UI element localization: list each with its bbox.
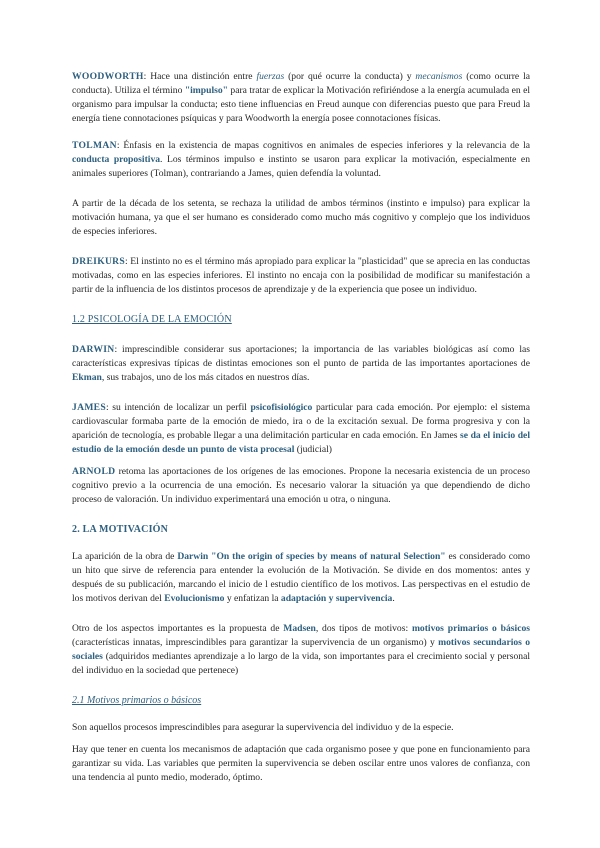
section-heading-2-1: 2.1 Motivos primarios o básicos	[72, 695, 202, 706]
james-paragraph: JAMES: su intención de localizar un perfil psicofisiológico particular para cada emoción. Por ejemplo: el sistema cardiovascular formaba parte de la emoción de miedo, ira o de la excitación sexual. De forma progresiva y con la aparición de tecnología, es probable llegar a una delimitación particular en cada emoción. En James se da el inicio del estudio de la emoción desde un punto de vista procesal (judicial)	[72, 402, 530, 455]
author-name: TOLMAN	[72, 140, 117, 151]
darwin-paragraph: DARWIN: imprescindible considerar sus aportaciones; la importancia de las variables biológicas así como las características expresivas típicas de distintas emociones son el punto de partida de las importantes aportaciones de Ekman, sus trabajos, uno de los más citados en nuestros días.	[72, 344, 530, 383]
author-name: DARWIN	[72, 344, 115, 355]
author-name: JAMES	[72, 402, 107, 413]
tolman-paragraph: TOLMAN: Énfasis en la existencia de mapas cognitivos en animales de especies inferiores y la relevancia de la conducta propositiva. Los términos impulso e instinto se usaron para explicar la motivación, especialmente en animales superiores (Tolman), contrariando a James, quien defendía la voluntad.	[72, 140, 530, 179]
woodworth-paragraph: WOODWORTH: Hace una distinción entre fuerzas (por qué ocurre la conducta) y mecanismos (como ocurre la conducta). Utiliza el término "impulso" para tratar de explicar la Motivación refiriéndose a la energía acumulada en el organismo para impulsar la conducta; esto tiene influencias en Freud aunque con diferencias puesto que para Freud la energía tiene connotaciones psíquicas y para Woodworth la energía posee connotaciones físicas.	[72, 71, 531, 124]
dreikurs-paragraph: DREIKURS: El instinto no es el término más apropiado para explicar la "plasticidad" que se aprecia en las conductas motivadas, como en las especies inferiores. El instinto no encaja con la posibilidad de modificar su manifestación a partir de la influencia de los distintos procesos de aprendizaje y de la experiencia que posee un individuo.	[72, 256, 530, 295]
author-name: WOODWORTH	[72, 71, 144, 82]
section-heading-1-2: 1.2 PSICOLOGÍA DE LA EMOCIÓN	[72, 314, 232, 325]
section-heading-2: 2. LA MOTIVACIÓN	[72, 524, 169, 535]
arnold-paragraph: ARNOLD retoma las aportaciones de los orígenes de las emociones. Propone la necesaria existencia de un proceso cognitivo previo a la ocurrencia de una emoción. Es necesario valorar la situación ya que dependiendo de dicho proceso de valoración. Un individuo experimentará una emoción u otra, o ninguna.	[72, 466, 530, 505]
seventies-paragraph: A partir de la década de los setenta, se rechaza la utilidad de ambos términos (instinto e impulso) para explicar la motivación humana, ya que el ser humano es considerado como mucho más cognitivo y complejo que los individuos de especies inferiores.	[72, 198, 530, 237]
primarios-paragraph-2: Hay que tener en cuenta los mecanismos de adaptación que cada organismo posee y que pone en funcionamiento para garantizar su vida. Las variables que permiten la supervivencia se deben oscilar entre unos valores de confianza, con una tendencia al punto medio, moderado, óptimo.	[72, 744, 530, 783]
madsen-paragraph: Otro de los aspectos importantes es la propuesta de Madsen, dos tipos de motivos: motivos primarios o básicos (características innatas, imprescindibles para garantizar la supervivencia de un organismo) y motivos secundarios o sociales (adquiridos mediantes aprendizaje a lo largo de la vida, son importantes para el crecimiento social y personal del individuo en la sociedad que pertenece)	[72, 623, 530, 676]
author-name: ARNOLD	[72, 466, 116, 477]
primarios-paragraph-1: Son aquellos procesos imprescindibles para asegurar la supervivencia del individuo y de la especie.	[72, 722, 454, 733]
motivacion-paragraph: La aparición de la obra de Darwin "On the origin of species by means of natural Selection" es considerado como un hito que sirve de referencia para entender la evolución de la Motivación. Se divide en dos momentos: antes y después de su publicación, marcando el inicio de l estudio científico de los motivos. Las perspectivas en el estudio de los motivos derivan del Evolucionismo y enfatizan la adaptación y supervivencia.	[72, 551, 531, 604]
author-name: DREIKURS	[72, 256, 126, 267]
